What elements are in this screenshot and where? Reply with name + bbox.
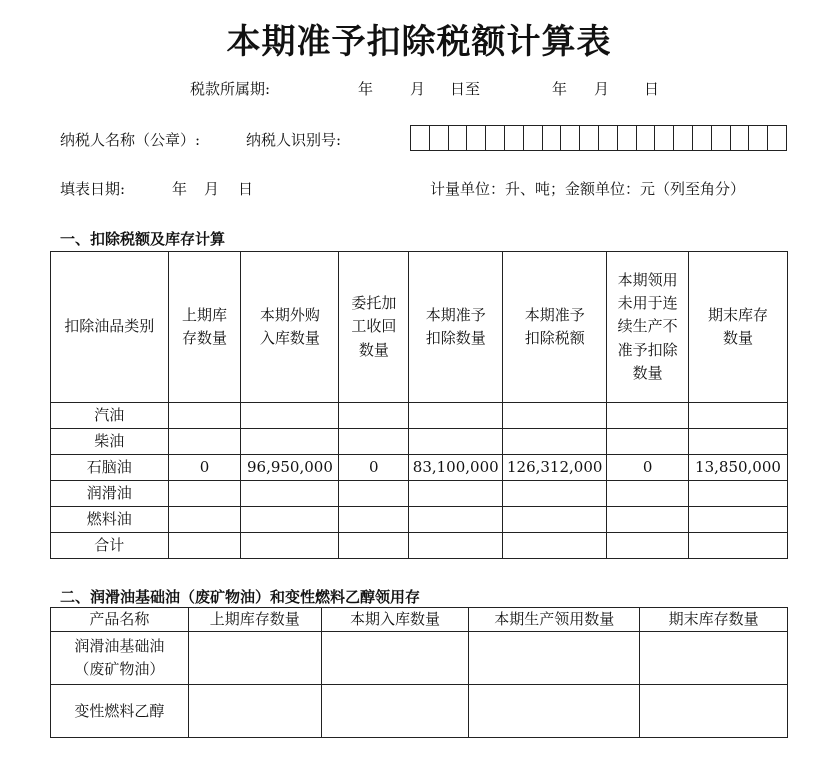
fill-date-label: 填表日期:	[60, 180, 126, 198]
taxpayer-id-boxes[interactable]	[410, 125, 787, 151]
table-cell[interactable]	[339, 481, 409, 507]
table-cell[interactable]	[339, 507, 409, 533]
table-cell[interactable]	[469, 632, 640, 685]
table-cell[interactable]	[689, 403, 788, 429]
table-cell[interactable]	[503, 481, 607, 507]
col-header: 委托加工收回数量	[339, 252, 409, 403]
table-cell[interactable]	[168, 403, 241, 429]
period-end-month: 月	[594, 80, 610, 98]
table-header-row	[51, 608, 788, 632]
table-cell[interactable]	[503, 507, 607, 533]
row-category: 柴油	[51, 429, 169, 455]
units-note: 计量单位：升、吨；金额单位：元（列至角分）	[430, 180, 746, 198]
table-cell[interactable]	[168, 429, 241, 455]
period-end-day: 日	[644, 80, 660, 98]
table-cell[interactable]	[241, 429, 339, 455]
table-cell[interactable]	[241, 481, 339, 507]
section2-title: 二、润滑油基础油（废矿物油）和变性燃料乙醇领用存	[60, 588, 421, 606]
taxpayer-id-label: 纳税人识别号:	[246, 131, 342, 149]
col-header: 期末库存数量	[640, 608, 788, 632]
table-cell[interactable]	[409, 533, 503, 559]
table-cell[interactable]	[607, 429, 689, 455]
col-header: 本期外购入库数量	[241, 252, 339, 403]
row-category: 石脑油	[51, 455, 169, 481]
row-category: 燃料油	[51, 507, 169, 533]
table-cell[interactable]: 83,100,000	[409, 455, 503, 481]
taxpayer-name-label: 纳税人名称（公章）:	[60, 131, 201, 149]
table-cell[interactable]	[689, 481, 788, 507]
table-cell[interactable]	[607, 533, 689, 559]
table-cell[interactable]	[339, 429, 409, 455]
table-cell[interactable]	[503, 403, 607, 429]
period-label: 税款所属期:	[190, 80, 271, 98]
table-cell[interactable]	[689, 533, 788, 559]
table-cell[interactable]: 0	[607, 455, 689, 481]
col-header: 本期入库数量	[321, 608, 469, 632]
table-cell[interactable]	[607, 403, 689, 429]
col-header: 本期准予扣除数量	[409, 252, 503, 403]
table-cell[interactable]	[689, 507, 788, 533]
table-cell[interactable]	[241, 403, 339, 429]
section1-title: 一、扣除税额及库存计算	[60, 230, 226, 248]
col-header: 期末库存数量	[689, 252, 788, 403]
table-cell[interactable]	[339, 533, 409, 559]
table-cell[interactable]	[607, 507, 689, 533]
deduction-table	[50, 251, 788, 559]
table-cell[interactable]	[640, 685, 788, 738]
period-start-day: 日至	[450, 80, 481, 98]
table-cell[interactable]: 0	[168, 455, 241, 481]
table-cell[interactable]	[409, 481, 503, 507]
table-cell[interactable]	[503, 429, 607, 455]
table-row	[51, 481, 788, 507]
table-cell[interactable]: 0	[339, 455, 409, 481]
table-cell[interactable]	[241, 507, 339, 533]
table-cell[interactable]: 13,850,000	[689, 455, 788, 481]
table-cell[interactable]	[188, 685, 321, 738]
table-row	[51, 507, 788, 533]
col-header: 上期库存数量	[188, 608, 321, 632]
table-cell[interactable]	[168, 533, 241, 559]
table-row	[51, 403, 788, 429]
table-cell[interactable]	[469, 685, 640, 738]
table-cell[interactable]	[689, 429, 788, 455]
table-cell[interactable]	[241, 533, 339, 559]
col-header: 本期准予扣除税额	[503, 252, 607, 403]
table-cell[interactable]	[321, 632, 469, 685]
row-product: 润滑油基础油（废矿物油）	[51, 632, 189, 685]
row-product: 变性燃料乙醇	[51, 685, 189, 738]
table-row	[51, 429, 788, 455]
table-cell[interactable]	[168, 507, 241, 533]
fill-date-day: 日	[238, 180, 254, 198]
period-start-year: 年	[358, 80, 374, 98]
col-header: 产品名称	[51, 608, 189, 632]
table-cell[interactable]	[321, 685, 469, 738]
table-row	[51, 632, 788, 685]
lubricant-ethanol-table	[50, 607, 788, 738]
col-header: 本期领用未用于连续生产不准予扣除数量	[607, 252, 689, 403]
row-category: 汽油	[51, 403, 169, 429]
table-cell[interactable]	[409, 403, 503, 429]
table-cell[interactable]	[640, 632, 788, 685]
page-title: 本期准予扣除税额计算表	[226, 22, 612, 62]
col-header: 本期生产领用数量	[469, 608, 640, 632]
table-cell[interactable]	[409, 429, 503, 455]
table-row	[51, 455, 788, 481]
col-header: 扣除油品类别	[51, 252, 169, 403]
row-category: 润滑油	[51, 481, 169, 507]
fill-date-year: 年	[172, 180, 188, 198]
period-end-year: 年	[552, 80, 568, 98]
table-cell[interactable]	[607, 481, 689, 507]
table-header-row	[51, 252, 788, 403]
table-cell[interactable]	[188, 632, 321, 685]
table-cell[interactable]	[168, 481, 241, 507]
table-total-row	[51, 533, 788, 559]
table-cell[interactable]	[503, 533, 607, 559]
table-row	[51, 685, 788, 738]
table-cell[interactable]	[339, 403, 409, 429]
table-cell[interactable]: 126,312,000	[503, 455, 607, 481]
fill-date-month: 月	[204, 180, 220, 198]
table-cell[interactable]	[409, 507, 503, 533]
col-header: 上期库存数量	[168, 252, 241, 403]
table-cell[interactable]: 96,950,000	[241, 455, 339, 481]
row-category: 合计	[51, 533, 169, 559]
period-start-month: 月	[410, 80, 426, 98]
